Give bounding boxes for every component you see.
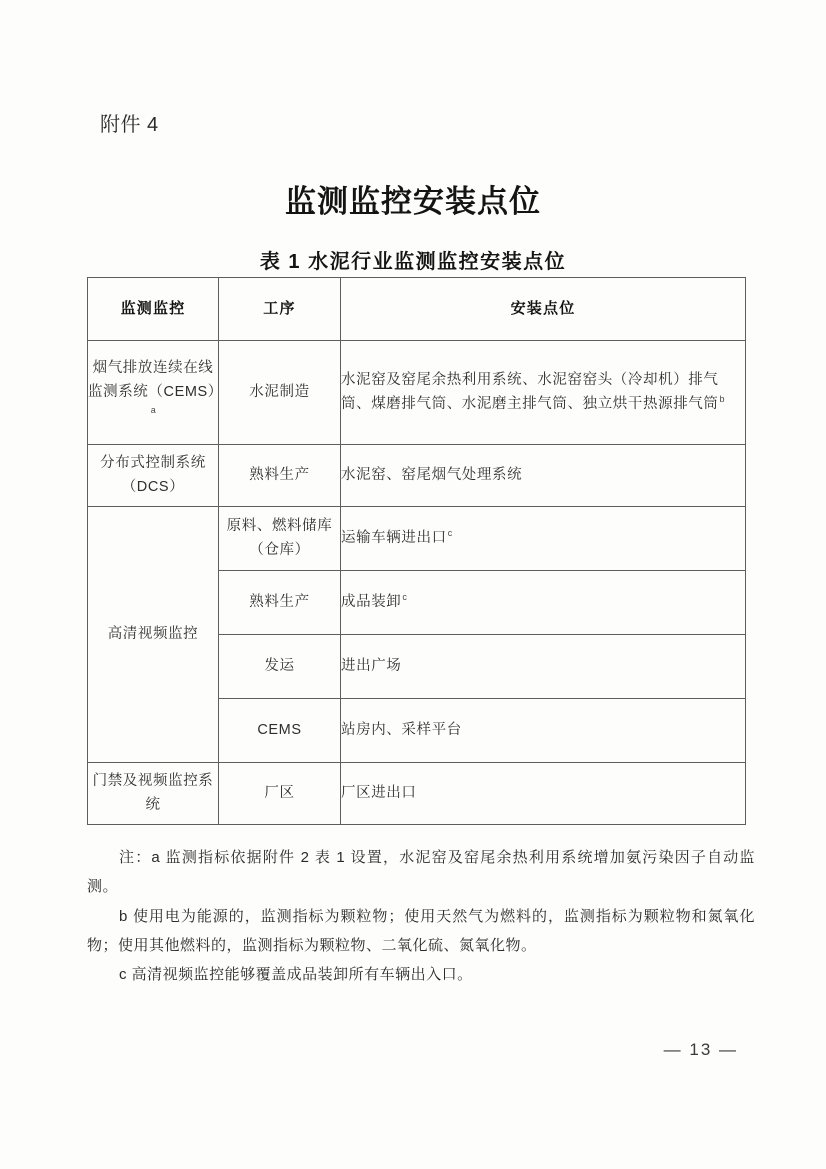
page-title: 监测监控安装点位 [285, 184, 541, 219]
cell-process-video-3: 发运 [219, 635, 341, 699]
cell-location-video-4: 站房内、采样平台 [341, 699, 746, 763]
footnote-marker-c: c [402, 591, 408, 602]
cell-category-dcs: 分布式控制系统（DCS） [88, 445, 219, 507]
location-text: 水泥窑及窑尾余热利用系统、水泥窑窑头（冷却机）排气筒、煤磨排气筒、水泥磨主排气筒、独立烘干热源排气筒 [341, 372, 719, 412]
footnote-marker-b: b [719, 393, 726, 404]
table-row [88, 341, 746, 445]
category-text: 烟气排放连续在线监测系统（CEMS） [88, 360, 223, 400]
cell-category-video: 高清视频监控 [88, 507, 219, 763]
cell-location-video-3: 进出广场 [341, 635, 746, 699]
page-number: — 13 — [663, 1040, 738, 1059]
cell-process-video-2: 熟料生产 [219, 571, 341, 635]
cell-category-access: 门禁及视频监控系统 [88, 763, 219, 825]
cell-process-video-1: 原料、燃料储库（仓库） [219, 507, 341, 571]
cell-category-cems [88, 341, 223, 445]
location-text: 运输车辆进出口 [341, 529, 447, 546]
cell-location-video-2 [341, 571, 746, 635]
footnote-c: c 高清视频监控能够覆盖成品装卸所有车辆出入口。 [119, 966, 473, 983]
footnote-marker-c: c [447, 527, 453, 538]
table-header-row [88, 278, 746, 341]
table-container [87, 277, 745, 825]
location-text: 成品装卸 [341, 593, 402, 610]
cell-process-cems: 水泥制造 [219, 341, 341, 445]
footnote-b: b 使用电为能源的，监测指标为颗粒物；使用天然气为燃料的，监测指标为颗粒物和氮氧化物；使用其他燃料的，监测指标为颗粒物、二氧化硫、氮氧化物。 [87, 907, 755, 954]
footnotes [87, 843, 755, 989]
cell-location-video-1 [341, 507, 746, 571]
table-row [88, 763, 746, 825]
footnote-a: 注：a 监测指标依据附件 2 表 1 设置，水泥窑及窑尾余热利用系统增加氨污染因子自动监测。 [87, 849, 755, 896]
cell-location-cems [341, 341, 746, 445]
cell-process-dcs: 熟料生产 [219, 445, 341, 507]
cell-location-dcs: 水泥窑、窑尾烟气处理系统 [341, 445, 746, 507]
table-header-location: 安装点位 [341, 278, 746, 341]
table-row [88, 445, 746, 507]
cell-process-video-4: CEMS [219, 699, 341, 763]
attachment-label: 附件 4 [100, 114, 159, 136]
table-header-monitoring: 监测监控 [88, 278, 219, 341]
table-header-process: 工序 [219, 278, 341, 341]
table-row [88, 507, 746, 571]
cell-process-access: 厂区 [219, 763, 341, 825]
cell-location-access: 厂区进出口 [341, 763, 746, 825]
table-caption: 表 1 水泥行业监测监控安装点位 [259, 251, 567, 273]
monitoring-points-table [87, 277, 746, 825]
footnote-marker-a: a [150, 405, 157, 416]
